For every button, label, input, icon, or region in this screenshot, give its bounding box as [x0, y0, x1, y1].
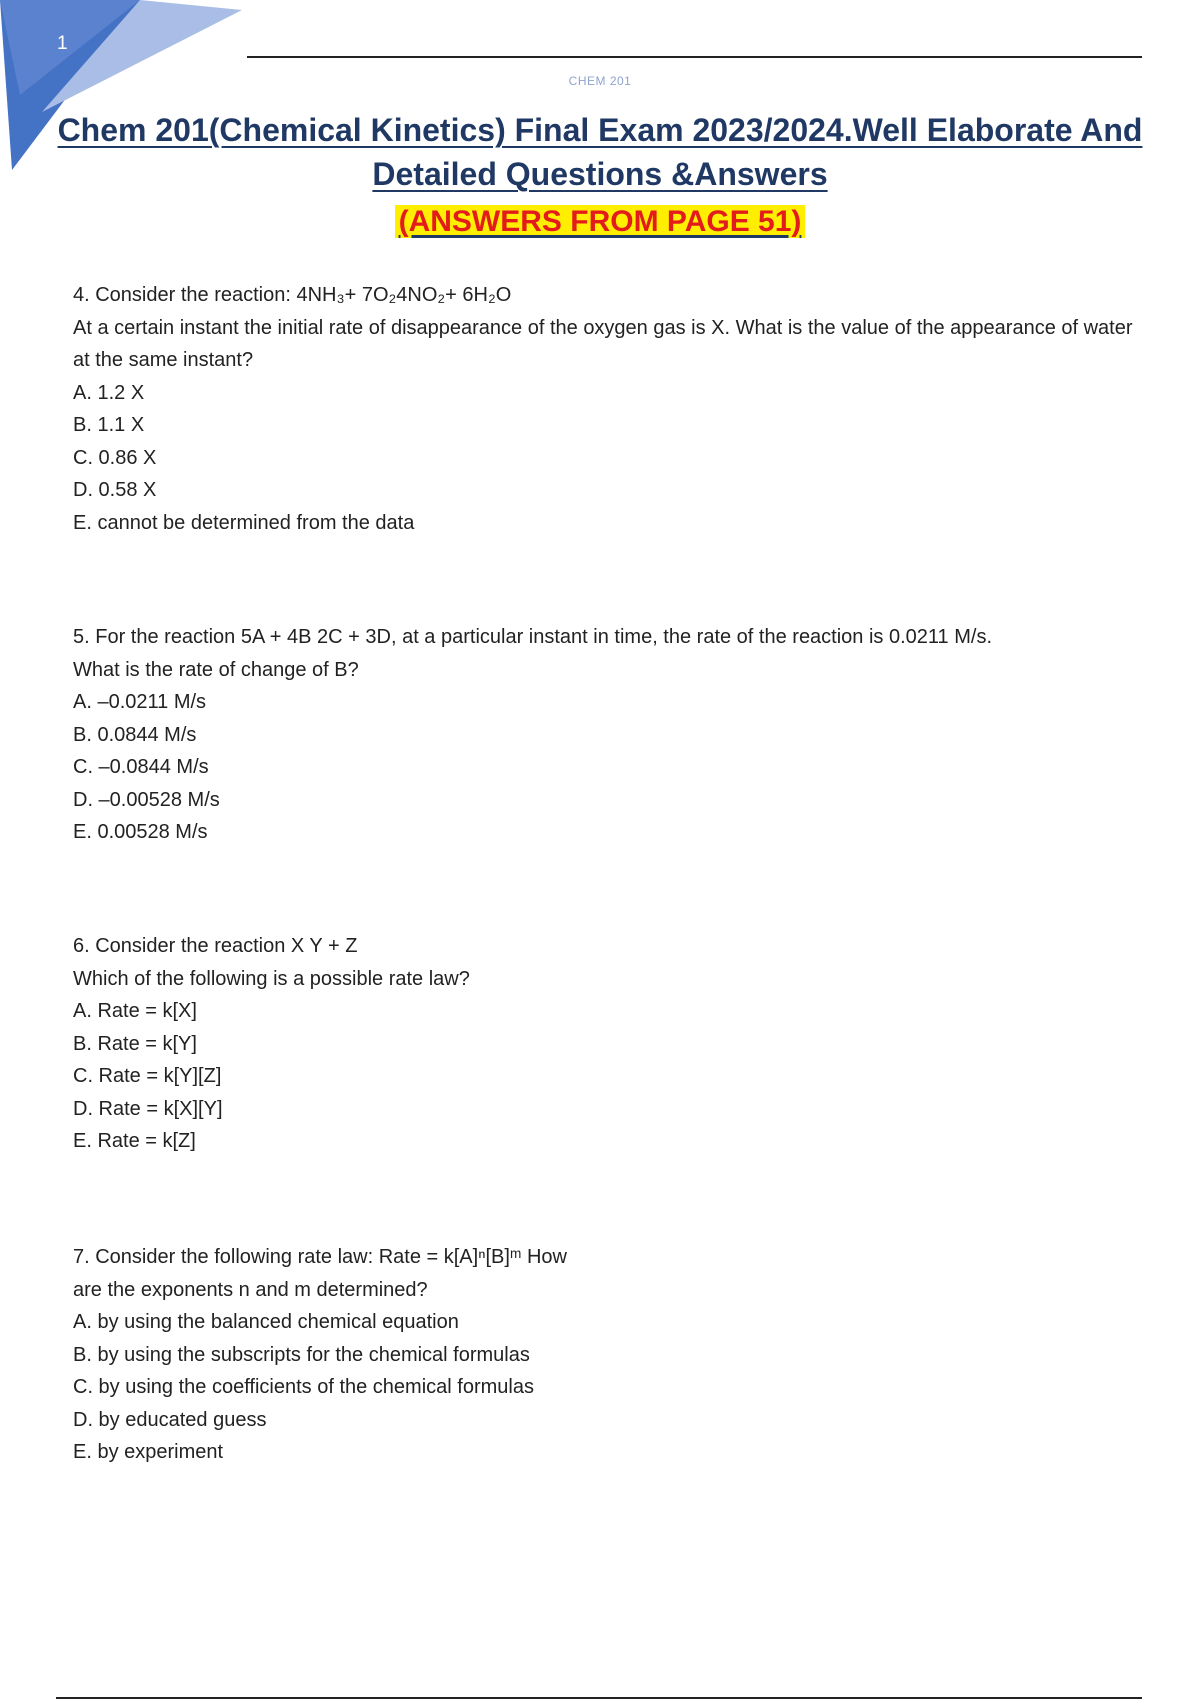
question-5: [73, 621, 1133, 849]
question-stem: 4. Consider the reaction: 4NH₃+ 7O₂4NO₂+ 6H₂O: [73, 284, 512, 306]
option-c: C. –0.0844 M/s: [73, 756, 209, 778]
option-e: E. cannot be determined from the data: [73, 511, 415, 534]
question-4: [73, 279, 1133, 539]
option-c: C. 0.86 X: [73, 446, 157, 469]
option-list: [73, 686, 1133, 849]
option-b: B. 1.1 X: [73, 414, 145, 436]
option-b: B. Rate = k[Y]: [73, 1032, 197, 1055]
option-c: C. Rate = k[Y][Z]: [73, 1065, 222, 1087]
question-6: [73, 930, 1133, 1158]
question-stem: 6. Consider the reaction X Y + Z: [73, 935, 358, 957]
title-line-2: Detailed Questions &Answers: [372, 156, 828, 192]
option-e: E. 0.00528 M/s: [73, 821, 208, 843]
option-b: B. by using the subscripts for the chemical formulas: [73, 1343, 530, 1366]
option-a: A. 1.2 X: [73, 381, 145, 404]
option-d: D. by educated guess: [73, 1408, 267, 1431]
option-b: B. 0.0844 M/s: [73, 723, 197, 746]
option-c: C. by using the coefficients of the chemical formulas: [73, 1376, 534, 1398]
question-body: Which of the following is a possible rate law?: [73, 967, 470, 990]
title-line-1: Chem 201(Chemical Kinetics) Final Exam 2023/2024.Well Elaborate And: [57, 112, 1143, 148]
option-a: A. by using the balanced chemical equation: [73, 1311, 459, 1333]
document-title: [40, 108, 1160, 196]
running-head: CHEM 201: [568, 74, 632, 88]
question-body: At a certain instant the initial rate of disappearance of the oxygen gas is X. What is the value of the appearance of water at the same instant?: [73, 316, 1133, 371]
option-list: [73, 1306, 1133, 1469]
question-body: What is the rate of change of B?: [73, 658, 359, 681]
footer-rule: [56, 1697, 1142, 1699]
option-list: [73, 995, 1133, 1158]
answers-note-text: (ANSWERS FROM PAGE 51): [395, 205, 806, 238]
page-number: 1: [57, 33, 68, 54]
option-a: A. –0.0211 M/s: [73, 691, 207, 713]
option-list: [73, 377, 1133, 540]
option-e: E. Rate = k[Z]: [73, 1130, 196, 1152]
option-e: E. by experiment: [73, 1441, 224, 1463]
option-a: A. Rate = k[X]: [73, 1000, 197, 1022]
question-stem: 7. Consider the following rate law: Rate = k[A]ⁿ[B]ᵐ How: [73, 1246, 567, 1268]
question-stem: 5. For the reaction 5A + 4B 2C + 3D, at a particular instant in time, the rate of the reaction is 0.0211 M/s.: [73, 626, 993, 648]
question-7: [73, 1241, 1133, 1469]
option-d: D. Rate = k[X][Y]: [73, 1097, 223, 1120]
answers-note: [0, 202, 1200, 242]
question-body: are the exponents n and m determined?: [73, 1278, 428, 1301]
option-d: D. 0.58 X: [73, 479, 157, 501]
header-rule: [247, 56, 1142, 58]
option-d: D. –0.00528 M/s: [73, 788, 220, 811]
